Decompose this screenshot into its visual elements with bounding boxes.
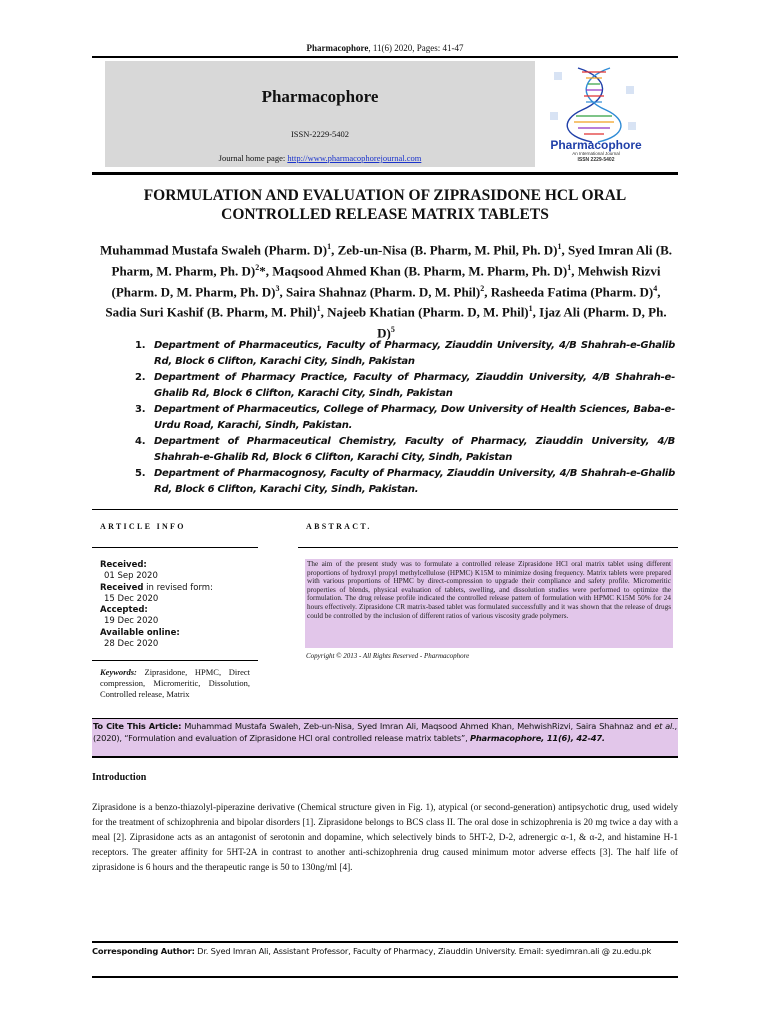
corresponding-label: Corresponding Author: <box>92 946 195 956</box>
logo-title: Pharmacophore <box>550 138 642 152</box>
citation-box <box>92 718 678 758</box>
homepage-link[interactable]: http://www.pharmacophorejournal.com <box>287 153 422 163</box>
author-affiliation-mark: 4 <box>653 283 658 293</box>
header-rule <box>92 56 678 58</box>
citation-text: Muhammad Mustafa Swaleh, Zeb-un-Nisa, Syed Imran Ali, Maqsood Ahmed Khan, MehwishRizvi, Saira Shahnaz and <box>181 721 655 731</box>
revised-line <box>100 583 260 594</box>
author-affiliation-mark: 1 <box>327 242 332 251</box>
author-name: Maqsood Ahmed Khan (B. Pharm, M. Pharm, Ph. D) <box>272 263 568 279</box>
author-affiliation-mark: 5 <box>390 325 395 335</box>
footer-rule <box>92 941 678 943</box>
journal-name: Pharmacophore <box>261 87 379 106</box>
author-name: Muhammad Mustafa Swaleh (Pharm. D) <box>99 242 328 258</box>
author-affiliation-mark: 1 <box>557 242 562 251</box>
abstract-copyright: Copyright © 2013 - All Rights Reserved - Pharmacophore <box>306 652 470 660</box>
author-name: Mehwish Rizvi (Pharm. D, M. Pharm, Ph. D) <box>111 263 661 299</box>
running-header-issue: , 11(6) 2020, Pages: 41-47 <box>368 43 464 53</box>
author-name: Najeeb Khatian (Pharm. D, M. Phil) <box>327 304 529 320</box>
author-name: Zeb-un-Nisa (B. Pharm, M. Phil, Ph. D) <box>337 242 558 258</box>
affiliation-item <box>130 370 675 402</box>
logo-issn: ISSN 2229-5402 <box>577 157 615 163</box>
online-label: Available online: <box>100 627 180 638</box>
affiliation-item <box>130 466 675 498</box>
masthead-box <box>105 61 535 167</box>
footer-rule-bottom <box>92 976 678 978</box>
journal-issn: ISSN-2229-5402 <box>290 129 350 139</box>
masthead-rule <box>92 172 678 175</box>
received-date: 01 Sep 2020 <box>104 571 158 582</box>
online-date: 28 Dec 2020 <box>104 639 159 650</box>
introduction-heading: Introduction <box>92 772 147 783</box>
accepted-date: 19 Dec 2020 <box>104 616 159 627</box>
author-affiliation-mark: 1 <box>567 262 572 272</box>
corresponding-author <box>92 945 678 957</box>
affiliation-text: Department of Pharmaceutical Chemistry, Faculty of Pharmacy, Ziauddin University, 4/B Shahrah-e-Ghalib Rd, Block 6 Clifton, Karachi City, Sindh, Pakistan <box>154 436 675 463</box>
author-affiliation-mark: 1 <box>316 304 321 314</box>
affiliation-text: Department of Pharmaceutics, Faculty of Pharmacy, Ziauddin University, 4/B Shahrah-e-Ghalib Rd, Block 6 Clifton, Karachi City, Sindh, Pakistan <box>154 340 675 367</box>
citation-label: To Cite This Article: <box>93 721 182 731</box>
affiliation-item <box>130 402 675 434</box>
affiliation-item <box>130 434 675 466</box>
affiliation-number: 2. <box>135 372 146 383</box>
affiliation-text: Department of Pharmacy Practice, Faculty of Pharmacy, Ziauddin University, 4/B Shahrah-e-Ghalib Rd, Block 6 Clifton, Karachi City, Sindh, Pakistan <box>154 372 675 399</box>
author-name: Rasheeda Fatima (Pharm. D) <box>490 283 654 299</box>
keywords-text: Ziprasidone, HPMC, Direct compression, Micromeritic, Dissolution, Controlled release, Matrix <box>100 667 250 699</box>
paper-title: FORMULATION AND EVALUATION OF ZIPRASIDONE HCL ORAL CONTROLLED RELEASE MATRIX TABLETS <box>143 187 627 223</box>
author-name: Saira Shahnaz (Pharm. D, M. Phil) <box>285 283 481 299</box>
affiliation-number: 1. <box>135 340 146 351</box>
section-rule <box>92 509 678 510</box>
citation-etal: et al. <box>654 721 675 731</box>
author-affiliation-mark: 2 <box>255 262 260 272</box>
received-label: Received: <box>100 560 147 570</box>
citation-journal: Pharmacophore, 11(6), 42-47. <box>469 733 605 743</box>
running-header <box>92 43 678 53</box>
abstract-heading: ABSTRACT. <box>306 522 372 531</box>
affiliation-number: 5. <box>135 468 146 479</box>
author-name: Ijaz Ali (Pharm. D, Ph. D) <box>377 304 667 341</box>
abstract-text: The aim of the present study was to formulate a controlled release Ziprasidone HCl oral matrix tablet using different proportions of hydroxyl propyl methylcellulose (HPMC) K15M to minimize dosing frequency. Matrix tablets were prepared with various proportions of HPMC by direct-compression to upgrade their compliance and safety profile. Micromeritic properties of blends, physical evaluation of tablets, swelling, and dissolution studies were performed to optimize the formulation. The drug release profile indicated the controlled release pattern of formulation with HPMC K15M 50% for 24 hours effectively. Ziprasidone CR matrix-based tablet was formulated successfully and it was shown that the release of drugs could be controlled by the inclusion of different ratios of various viscosity grade polymers. <box>305 559 673 648</box>
corresponding-text: Dr. Syed Imran Ali, Assistant Professor, Faculty of Pharmacy, Ziauddin University. Email: syedimran.ali @ zu.edu.pk <box>194 946 652 956</box>
revised-date: 15 Dec 2020 <box>104 593 159 604</box>
affiliation-list <box>130 338 675 498</box>
author-separator: , <box>561 242 569 258</box>
logo-subtitle: An International Journal <box>572 151 620 156</box>
affiliation-text: Department of Pharmaceutics, College of Pharmacy, Dow University of Health Sciences, Baba-e-Urdu Road, Karachi, Sindh, Pakistan. <box>154 404 675 431</box>
revised-suffix: in revised form: <box>143 582 213 593</box>
author-affiliation-mark: 1 <box>528 304 533 314</box>
article-history <box>100 560 260 650</box>
author-affiliation-mark: 2 <box>480 283 485 293</box>
author-name: Syed Imran Ali (B. Pharm, M. Pharm, Ph. D) <box>111 242 673 279</box>
keywords-rule <box>92 660 258 661</box>
author-separator: , <box>657 283 661 299</box>
author-separator: , <box>331 242 338 258</box>
affiliation-number: 3. <box>135 404 146 415</box>
abstract-rule <box>298 547 678 548</box>
article-info-heading: ARTICLE INFO <box>100 522 186 531</box>
running-header-journal: Pharmacophore <box>306 43 369 53</box>
homepage-label: Journal home page: <box>218 153 288 163</box>
author-affiliation-mark: 3 <box>275 283 280 293</box>
author-separator: , <box>532 304 540 320</box>
author-separator: , <box>571 263 578 279</box>
introduction-body: Ziprasidone is a benzo-thiazolyl-piperazine derivative (Chemical structure given in Fig. 1), atypical (or second-generation) antipsychotic drug, used widely for the treatment of schizophrenia and bipolar disorders [1]. Ziprasidone belongs to BCS class II. The oral dose in schizophrenia is 20 mg twice a day with a meal [2]. Ziprasidone acts as an antagonist of serotonin and dopamine, which selectively binds to 5HT-2, D-2, adrenergic α-1, & α-2, and histamine H-1 receptors. The greater affinity for 5HT-2A in contrast to another anti-schizophrenia drug caused minimum motor adverse effects [3]. The half life of ziprasidone is 6 hours and the therapeutic range is 50 to 130ng/ml [4]. <box>92 803 678 873</box>
author-separator: , <box>484 283 491 299</box>
revised-label: Received <box>100 582 144 593</box>
author-separator: , <box>279 283 286 299</box>
author-list <box>96 238 676 342</box>
author-name: Sadia Suri Kashif (B. Pharm, M. Phil) <box>105 304 317 320</box>
accepted-label: Accepted: <box>100 605 148 616</box>
citation-text-2: , (2020), “Formulation and evaluation of Ziprasidone HCl oral controlled release matrix tablets”, <box>93 721 677 743</box>
affiliation-text: Department of Pharmacognosy, Faculty of Pharmacy, Ziauddin University, 4/B Shahrah-e-Ghalib Rd, Block 6 Clifton, Karachi City, Sindh, Pakistan. <box>154 468 675 495</box>
author-separator: *, <box>259 263 273 279</box>
article-info-rule <box>92 547 258 548</box>
journal-homepage <box>105 153 535 163</box>
affiliation-item <box>130 338 675 370</box>
affiliation-number: 4. <box>135 436 146 447</box>
author-separator: , <box>320 304 328 320</box>
keywords <box>100 667 250 700</box>
keywords-label: Keywords: <box>100 667 137 677</box>
